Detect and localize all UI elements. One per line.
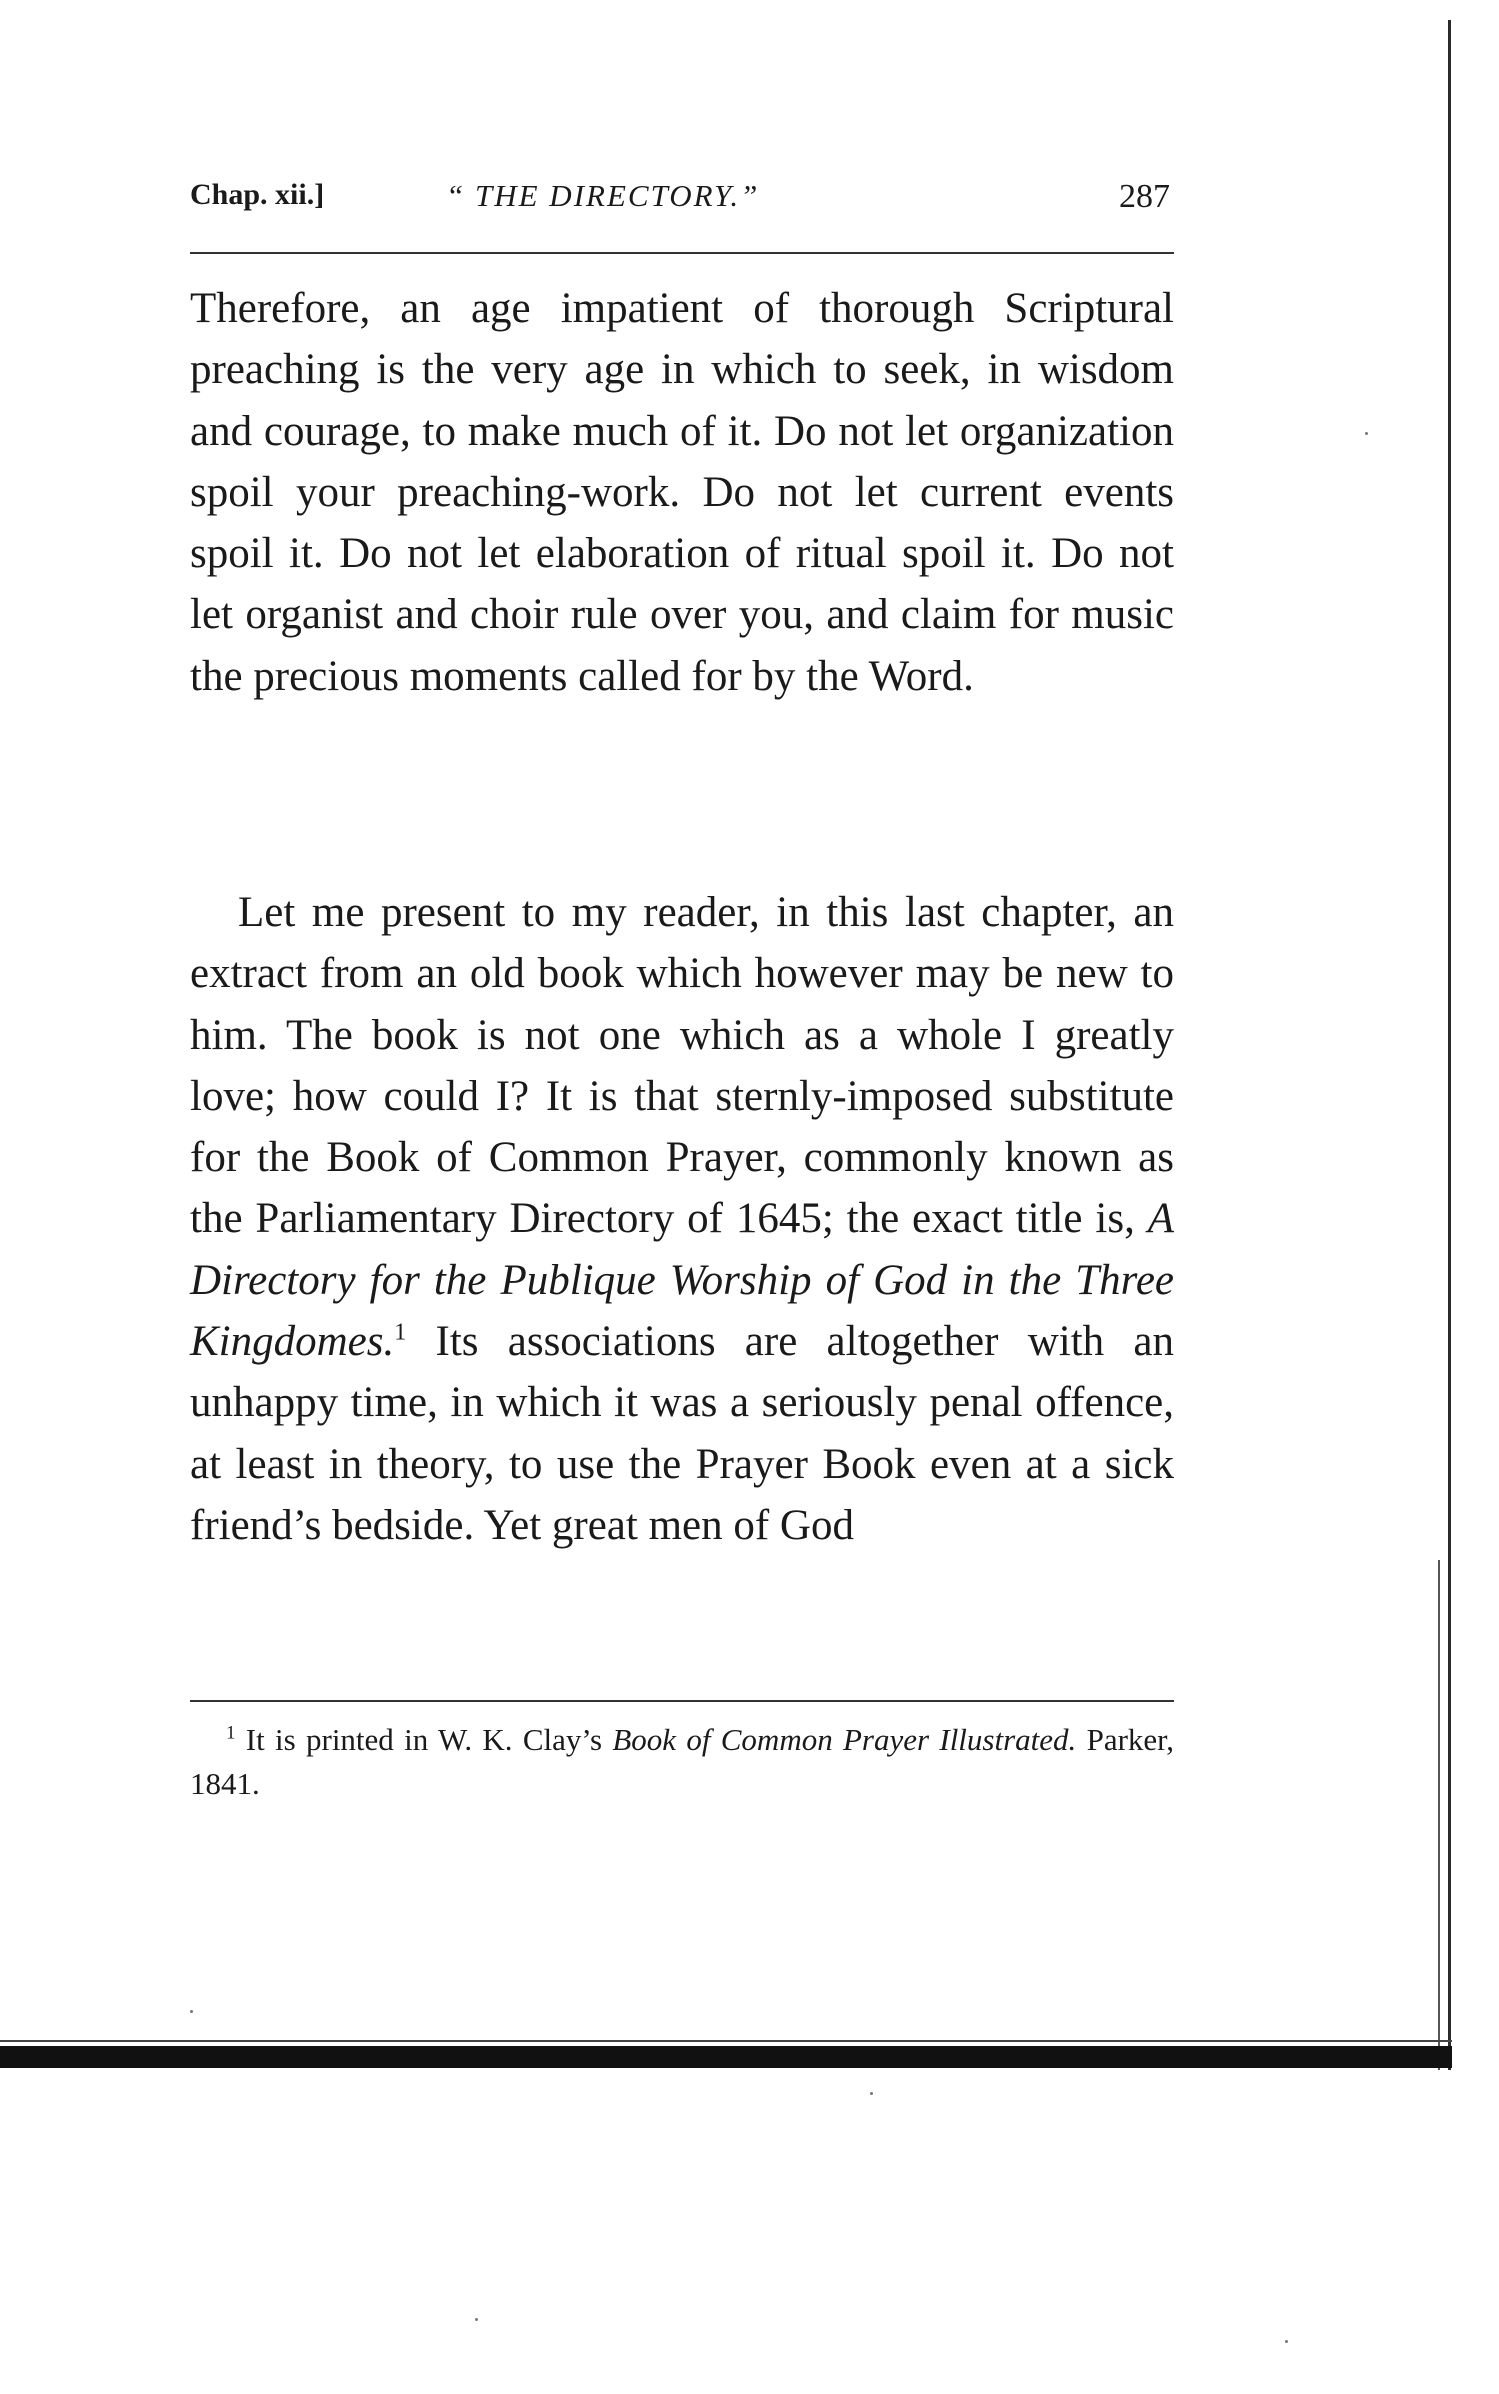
- page-number: 287: [1119, 178, 1170, 215]
- running-head: [190, 170, 1190, 220]
- bottom-edge-hairline: [0, 2040, 1452, 2042]
- footnote-text-a: It is printed in W. K. Clay’s: [235, 1722, 613, 1757]
- scan-speck: [1285, 2340, 1288, 2343]
- page-edge-rule: [1448, 20, 1451, 2070]
- paragraph-1: [190, 278, 1174, 707]
- chapter-label: Chap. xii.]: [190, 178, 325, 211]
- scan-speck: [870, 2092, 873, 2095]
- page-edge-rule-inner: [1438, 1560, 1440, 2070]
- footnote-text-b: Parker, 1841.: [190, 1722, 1175, 1801]
- paragraph-2-part-b: Its associations are altogether with an unhappy time, in which it was a seriously penal offence, at least in theory, to use the Prayer Book even at a sick friend’s bedside. Yet great men of God: [190, 1318, 1174, 1549]
- paragraph-2-part-a: Let me present to my reader, in this last chapter, an extract from an old book which however may be new to him. The book is not one which as a whole I greatly love; how could I? It is that sternly-imposed substitute for the Book of Common Prayer, commonly known as the Parliamentary Directory of 1645; the exact title is,: [190, 889, 1174, 1243]
- footnote-rule: [190, 1700, 1174, 1702]
- directory-title: A Directory for the Publique Worship of God in the Three Kingdomes.: [190, 1195, 1174, 1366]
- scan-speck: [190, 2010, 193, 2013]
- running-title: “ THE DIRECTORY.”: [446, 178, 760, 213]
- scan-speck: [475, 2318, 478, 2321]
- bottom-edge-bar: [0, 2046, 1452, 2068]
- paragraph-1-text: Therefore, an age impatient of thorough Scriptural preaching is the very age in which to seek, in wisdom and courage, to make much of it. Do not let organization spoil your preaching-work. Do not let current events spoil it. Do not let elaboration of ritual spoil it. Do not let organist and choir rule over you, and claim for music the precious moments called for by the Word.: [190, 285, 1174, 700]
- header-rule: [190, 252, 1174, 254]
- footnote-reference: 1: [394, 1319, 407, 1346]
- footnote-book-title: Book of Common Prayer Illustrated.: [612, 1722, 1077, 1757]
- paragraph-2: [190, 882, 1174, 1556]
- paragraph-2-text: [190, 882, 1174, 1556]
- footnote: [190, 1718, 1174, 1806]
- scan-speck: [1365, 432, 1368, 435]
- footnote-mark: 1: [226, 1722, 236, 1744]
